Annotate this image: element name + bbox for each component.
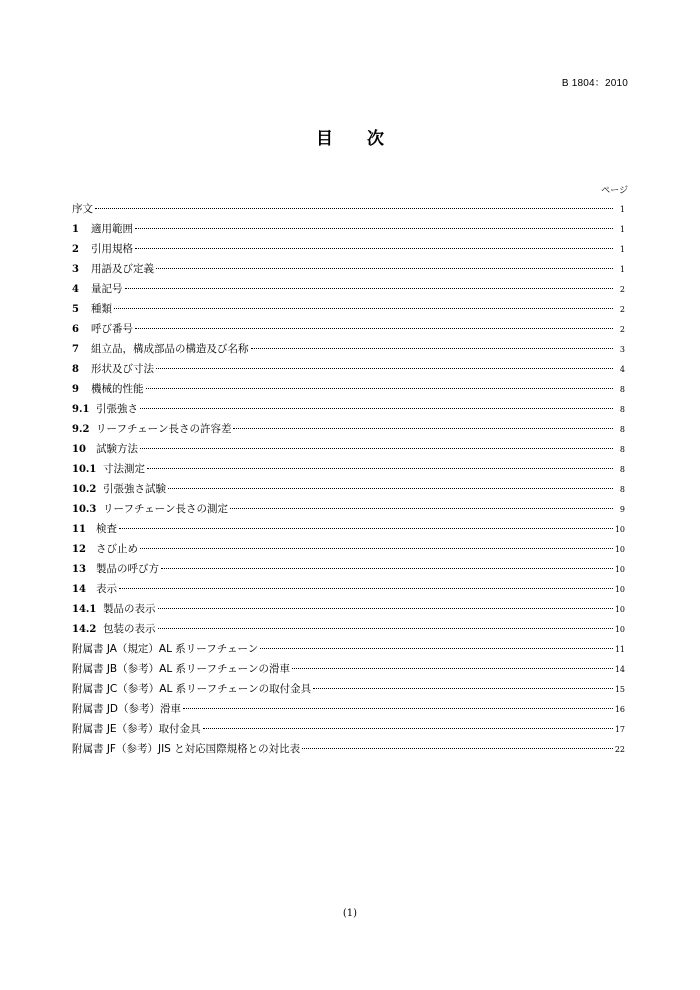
toc-entry-title: 適用範囲 [91,223,133,235]
toc-leader-dots [140,408,613,409]
toc-entry-number: 8 [72,364,79,375]
toc-entry[interactable] [72,419,625,439]
toc-entry[interactable] [72,319,625,339]
page-title: 目 次 [316,129,398,149]
toc-entry-title: 組立品，構成部品の構造及び名称 [91,343,249,355]
toc-leader-dots [156,368,613,369]
toc-entry[interactable] [72,739,625,759]
toc-entry-title: 序文 [72,203,93,215]
toc-entry-number: 10.2 [72,484,97,495]
toc-entry-title: 種類 [91,303,112,315]
toc-entry-title: 寸法測定 [103,463,145,475]
table-of-contents [72,199,625,759]
toc-leader-dots [156,268,613,269]
toc-entry-number: 9 [72,384,79,395]
toc-entry-page: 1 [619,225,625,234]
toc-entry-title: 表示 [96,583,117,595]
toc-entry-page: 10 [614,585,625,594]
page-number: (1) [342,908,358,919]
toc-entry-page: 8 [619,425,625,434]
toc-entry[interactable] [72,619,625,639]
toc-leader-dots [251,348,614,349]
toc-entry-number: 9.1 [72,404,90,415]
toc-entry-title: さび止め [96,543,138,555]
toc-leader-dots [183,708,613,709]
toc-entry[interactable] [72,399,625,419]
toc-entry[interactable] [72,299,625,319]
toc-entry[interactable] [72,459,625,479]
toc-entry[interactable] [72,239,625,259]
toc-leader-dots [168,488,613,489]
toc-entry-page: 17 [614,725,625,734]
toc-entry-page: 14 [614,665,625,674]
toc-entry-number: 14.1 [72,604,97,615]
toc-entry-number: 13 [72,564,86,575]
toc-leader-dots [203,728,613,729]
toc-entry-page: 2 [619,285,625,294]
toc-leader-dots [161,568,613,569]
toc-leader-dots [147,468,613,469]
toc-leader-dots [260,648,613,649]
toc-entry[interactable] [72,699,625,719]
toc-entry-number: 2 [72,244,79,255]
toc-entry[interactable] [72,539,625,559]
toc-entry-number: 14 [72,584,86,595]
toc-entry-title: 呼び番号 [91,323,133,335]
toc-entry-page: 8 [619,485,625,494]
toc-entry-page: 15 [614,685,625,694]
toc-leader-dots [135,248,613,249]
toc-leader-dots [135,228,613,229]
toc-entry-title: 検査 [96,523,117,535]
toc-entry-number: 9.2 [72,424,90,435]
toc-leader-dots [140,448,613,449]
toc-entry-number: 10.3 [72,504,97,515]
page-column-label: ページ [601,186,628,196]
toc-entry-page: 2 [619,305,625,314]
toc-leader-dots [292,668,613,669]
toc-entry-page: 1 [619,265,625,274]
toc-leader-dots [230,508,613,509]
toc-entry-title: リーフチェーン長さの測定 [103,503,228,515]
toc-leader-dots [158,608,613,609]
toc-entry[interactable] [72,679,625,699]
toc-entry-number: 11 [72,524,86,535]
toc-entry-page: 10 [614,625,625,634]
toc-entry-page: 10 [614,525,625,534]
toc-entry-title: 附属書 JE（参考）取付金具 [72,723,201,735]
toc-entry-page: 10 [614,545,625,554]
toc-entry-title: 附属書 JB（参考）AL 系リーフチェーンの滑車 [72,663,290,675]
toc-entry-page: 1 [619,245,625,254]
toc-leader-dots [140,548,613,549]
toc-entry-number: 12 [72,544,86,555]
toc-entry[interactable] [72,599,625,619]
toc-entry-number: 10.1 [72,464,97,475]
toc-leader-dots [302,748,613,749]
toc-leader-dots [119,588,613,589]
toc-entry[interactable] [72,259,625,279]
toc-entry[interactable] [72,279,625,299]
toc-entry[interactable] [72,719,625,739]
toc-leader-dots [125,288,614,289]
toc-entry-title: 附属書 JA（規定）AL 系リーフチェーン [72,643,259,655]
toc-entry-page: 16 [614,705,625,714]
toc-entry-page: 10 [614,605,625,614]
toc-entry-title: 包装の表示 [103,623,156,635]
toc-entry-page: 9 [619,505,625,514]
toc-leader-dots [135,328,613,329]
toc-entry-title: 量記号 [91,283,123,295]
toc-entry-page: 8 [619,405,625,414]
toc-entry[interactable] [72,519,625,539]
toc-entry-page: 3 [619,345,625,354]
toc-entry-title: 附属書 JC（参考）AL 系リーフチェーンの取付金具 [72,683,312,695]
toc-leader-dots [158,628,613,629]
toc-entry-title: 製品の表示 [103,603,156,615]
toc-entry-number: 10 [72,444,86,455]
toc-entry-page: 10 [614,565,625,574]
toc-entry-title: リーフチェーン長さの許容差 [96,423,232,435]
toc-entry-title: 引張強さ試験 [103,483,166,495]
toc-entry-number: 7 [72,344,79,355]
toc-entry-page: 8 [619,445,625,454]
toc-entry-number: 6 [72,324,79,335]
toc-entry-page: 11 [614,645,625,654]
toc-entry-page: 2 [619,325,625,334]
toc-entry[interactable] [72,439,625,459]
toc-entry[interactable] [72,199,625,219]
toc-entry-title: 製品の呼び方 [96,563,159,575]
toc-entry-title: 引張強さ [96,403,138,415]
toc-entry-page: 4 [619,365,625,374]
toc-entry-title: 用語及び定義 [91,263,154,275]
toc-entry-title: 附属書 JD（参考）滑車 [72,703,182,715]
toc-entry-title: 機械的性能 [91,383,144,395]
toc-entry-page: 8 [619,465,625,474]
toc-entry[interactable] [72,659,625,679]
toc-leader-dots [313,688,613,689]
document-id: B 1804：2010 [561,78,628,89]
toc-entry-title: 試験方法 [96,443,138,455]
toc-entry[interactable] [72,359,625,379]
toc-entry-number: 14.2 [72,624,97,635]
toc-entry[interactable] [72,499,625,519]
toc-entry-number: 1 [72,224,79,235]
toc-entry[interactable] [72,579,625,599]
toc-entry-title: 引用規格 [91,243,133,255]
toc-entry-title: 形状及び寸法 [91,363,154,375]
toc-entry[interactable] [72,339,625,359]
toc-entry[interactable] [72,219,625,239]
toc-entry[interactable] [72,479,625,499]
toc-entry-page: 22 [614,745,625,754]
toc-entry[interactable] [72,379,625,399]
toc-leader-dots [119,528,613,529]
toc-leader-dots [146,388,614,389]
toc-entry[interactable] [72,559,625,579]
toc-leader-dots [233,428,613,429]
toc-entry-number: 3 [72,264,79,275]
toc-leader-dots [95,208,613,209]
toc-entry[interactable] [72,639,625,659]
toc-entry-page: 1 [619,205,625,214]
toc-entry-number: 5 [72,304,79,315]
toc-leader-dots [114,308,613,309]
toc-entry-page: 8 [619,385,625,394]
toc-entry-number: 4 [72,284,79,295]
toc-entry-title: 附属書 JF（参考）JIS と対応国際規格との対比表 [72,743,301,755]
